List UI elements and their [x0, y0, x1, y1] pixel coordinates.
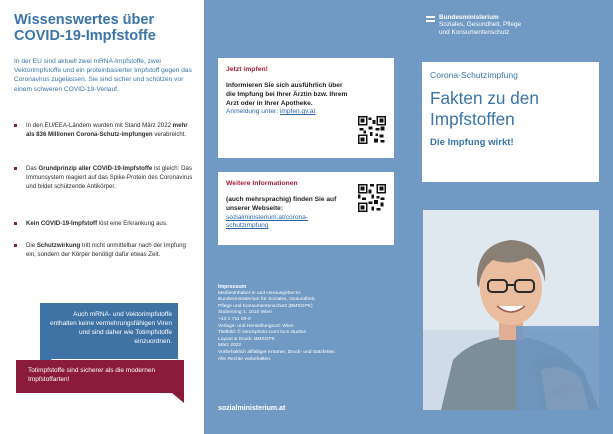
- registration-link[interactable]: impfen.gv.at: [279, 108, 316, 116]
- list-item: Die Schutzwirkung tritt nicht unmittelbar nach der Impfung ein, sondern der Körper benötigt dafür etwas Zeit.: [14, 242, 194, 286]
- ministry-logo: [426, 14, 606, 44]
- speech-bubble-fact: [40, 303, 178, 359]
- qr-code-icon: [358, 184, 386, 212]
- impressum-line: Vorbehaltlich allfälliger Irrtümer, Druck- und Satzfehler.: [218, 349, 336, 355]
- impressum-line: Bundesministerium für Soziales, Gesundheit,: [218, 297, 316, 303]
- decorative-blue-strip: [516, 326, 599, 410]
- card-body: (auch mehrsprachig) finden Sie auf unserer Webseite: sozialministerium.at/corona-schutzimpfung: [226, 196, 348, 231]
- cover-title-card: [422, 62, 599, 182]
- bubble-fact-text: Auch mRNA- und Vektorimpfstoffe enthalten keine vermehrungsfähigen Viren und sind daher wie Totimpfstoffe einzuordnen.: [49, 311, 172, 345]
- card-title: Weitere Informationen: [226, 180, 298, 187]
- impressum-line: Verlags- und Herstellungsort: Wien: [218, 323, 294, 329]
- bullet-icon: [14, 222, 17, 225]
- bullet-icon: [14, 244, 17, 247]
- impressum-line: +43 1 711 00-0: [218, 316, 251, 322]
- info-link[interactable]: sozialministerium.at/corona-schutzimpfung: [226, 213, 309, 230]
- speech-bubble-myth: [16, 360, 184, 393]
- impressum-line: Stubenring 1, 1010 Wien: [218, 310, 272, 316]
- facts-list: [14, 122, 194, 286]
- impressum-line: März 2022: [218, 343, 242, 349]
- bubble-tail: [172, 393, 184, 403]
- impressum-line: Layout & Druck: BMSGPK: [218, 336, 276, 342]
- card-body: Informieren Sie sich ausführlich über die Impfung bei Ihrer Ärztin bzw. Ihrem Arzt oder in Ihrer Apotheke. Anmeldung unter: impfen.gv.at: [226, 82, 348, 116]
- left-panel: [0, 0, 204, 434]
- cover-title: Fakten zu den Impfstoffen: [430, 88, 539, 129]
- logo-flag-icon: [426, 16, 435, 24]
- card-title: Jetzt impfen!: [226, 66, 268, 73]
- info-line: [226, 214, 348, 232]
- intro-text: In der EU sind aktuell zwei mRNA-Impfstoffe, zwei Vektorimpfstoffe und ein proteinbasierter Impfstoff gegen das Coronavirus zugelassen. Sie sind sicher und schützen vor einem schweren COVID-19-Verlauf.: [14, 58, 192, 93]
- left-title: Wissenswertes über COVID-19-Impfstoffe: [14, 12, 156, 44]
- bullet-icon: [14, 124, 17, 127]
- qr-code-icon: [358, 116, 386, 144]
- impressum-line: Medieninhaber:in und Herausgeber:in:: [218, 290, 302, 296]
- impressum-line: Alle Rechte vorbehalten.: [218, 356, 272, 362]
- right-panel: [408, 0, 613, 434]
- list-item: In den EU/EEA-Ländern wurden mit Stand März 2022 mehr als 836 Millionen Corona-Schutz-impfungen verabreicht.: [14, 122, 194, 165]
- cover-kicker: Corona-Schutzimpfung: [430, 70, 518, 80]
- impressum: [218, 284, 398, 363]
- middle-panel: [204, 0, 408, 434]
- footer-website[interactable]: sozialministerium.at: [218, 405, 286, 412]
- bullet-icon: [14, 167, 17, 170]
- list-item: Kein COVID-19-Impfstoff löst eine Erkrankung aus.: [14, 220, 194, 242]
- cover-subtitle: Die Impfung wirkt!: [430, 137, 514, 148]
- logo-text: Bundesministerium Soziales, Gesundheit, Pflege und Konsumentenschutz: [439, 14, 522, 36]
- impressum-heading: Impressum: [218, 284, 247, 290]
- impressum-line: Pflege und Konsumentenschutz (BMSGPK): [218, 303, 313, 309]
- vaccinate-now-card: [218, 58, 394, 158]
- bubble-myth-text: Totimpfstoffe sind sicherer als die modernen Impfstoffarten!: [28, 367, 156, 383]
- registration-line: Anmeldung unter: impfen.gv.at: [226, 108, 316, 116]
- list-item: Das Grundprinzip aller COVID-19-Impfstoffe ist gleich: Das Immunsystem reagiert auf das Spike-Protein des Coronavirus und bildet schützende Antikörper.: [14, 165, 194, 220]
- impressum-line: Titelbild: © istockphoto.com/ lucs studios: [218, 330, 306, 336]
- more-info-card: [218, 172, 394, 245]
